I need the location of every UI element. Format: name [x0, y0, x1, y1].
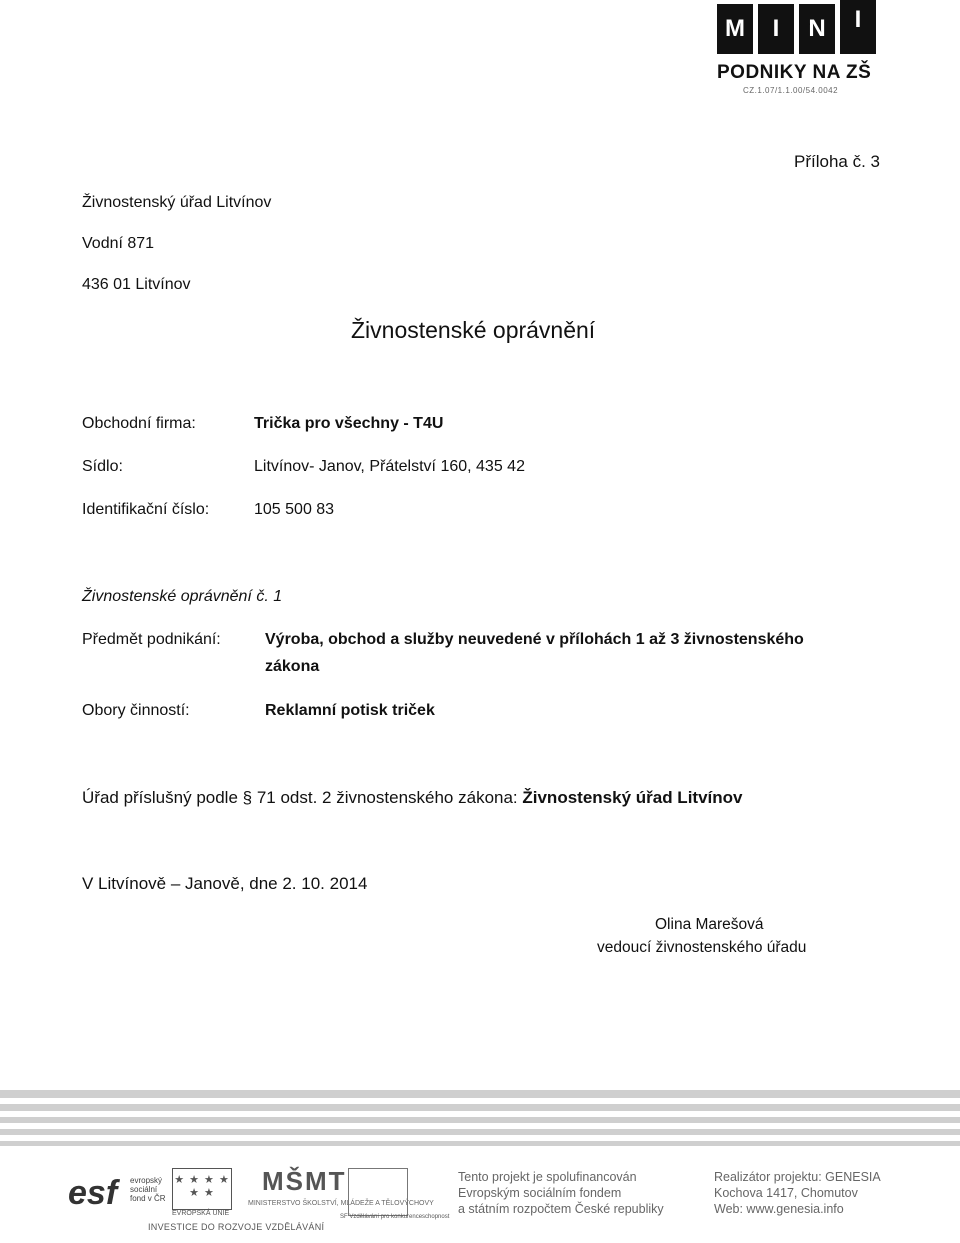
- esf-logo-text: esf: [68, 1174, 118, 1212]
- authority-text: Úřad příslušný podle § 71 odst. 2 živnostenského zákona:: [82, 788, 523, 807]
- implementer-line2: Kochova 1417, Chomutov: [714, 1186, 858, 1200]
- id-label: Identifikační číslo:: [82, 501, 210, 518]
- msmt-logo: MŠMT: [262, 1166, 347, 1196]
- invest-slogan: INVESTICE DO ROZVOJE VZDĚLÁVÁNÍ: [148, 1222, 325, 1232]
- cofinancing-line1: Tento projekt je spolufinancován: [458, 1170, 637, 1184]
- fields-value: Reklamní potisk triček: [265, 702, 435, 719]
- license-heading: Živnostenské oprávnění č. 1: [82, 588, 283, 605]
- esf-logo-caption: evropský sociální fond v ČR: [130, 1176, 166, 1203]
- eu-label: EVROPSKÁ UNIE: [172, 1210, 230, 1217]
- footer-stripe: [0, 1104, 960, 1111]
- subject-value-line2: zákona: [265, 658, 320, 675]
- firm-value: Trička pro všechny - T4U: [254, 415, 444, 432]
- implementer-line1: Realizátor projektu: GENESIA: [714, 1170, 881, 1184]
- logo-tagline: PODNIKY NA ZŠ: [717, 62, 872, 83]
- mini-podniky-logo: [717, 4, 883, 118]
- eu-stars-icon: ★ ★ ★ ★ ★ ★: [174, 1174, 230, 1199]
- implementer-line3: Web: www.genesia.info: [714, 1202, 844, 1216]
- eu-flag-icon: [172, 1168, 232, 1210]
- cofinancing-text: [458, 1169, 664, 1217]
- signatory-position: vedoucí živnostenského úřadu: [597, 939, 807, 956]
- authority-statement: [82, 788, 742, 808]
- logo-letter-i: I: [758, 4, 794, 54]
- sf-label: SF Vzdělávání pro konkurenceschopnost: [340, 1214, 450, 1220]
- sf-logo: [348, 1168, 408, 1216]
- seat-label: Sídlo:: [82, 458, 123, 475]
- footer-stripe: [0, 1129, 960, 1135]
- logo-project-code: CZ.1.07/1.1.00/54.0042: [743, 86, 839, 95]
- msmt-label: MINISTERSTVO ŠKOLSTVÍ, MLÁDEŽE A TĚLOVÝCHOVY: [248, 1200, 434, 1207]
- authority-name: Živnostenský úřad Litvínov: [522, 788, 743, 807]
- annex-label: Příloha č. 3: [794, 152, 880, 171]
- footer-stripe: [0, 1117, 960, 1123]
- footer-stripe: [0, 1090, 960, 1098]
- fields-label: Obory činností:: [82, 702, 190, 719]
- document-title: Živnostenské oprávnění: [351, 317, 596, 343]
- subject-label: Předmět podnikání:: [82, 631, 221, 648]
- addressee-line2: Vodní 871: [82, 235, 155, 252]
- implementer-text: [714, 1169, 881, 1217]
- cofinancing-line3: a státním rozpočtem České republiky: [458, 1202, 664, 1216]
- signatory-name: Olina Marešová: [655, 916, 764, 933]
- esf-logo: [68, 1170, 166, 1216]
- place-date: V Litvínově – Janově, dne 2. 10. 2014: [82, 874, 368, 893]
- cofinancing-line2: Evropským sociálním fondem: [458, 1186, 622, 1200]
- addressee-line3: 436 01 Litvínov: [82, 276, 191, 293]
- logo-letter-n: N: [799, 4, 835, 54]
- logo-letter-i-2: I: [840, 0, 876, 54]
- firm-label: Obchodní firma:: [82, 415, 196, 432]
- addressee-line1: Živnostenský úřad Litvínov: [82, 194, 272, 211]
- footer-stripe: [0, 1141, 960, 1146]
- id-value: 105 500 83: [254, 501, 335, 518]
- seat-value: Litvínov- Janov, Přátelství 160, 435 42: [254, 458, 525, 475]
- logo-letter-m: M: [717, 4, 753, 54]
- subject-value-line1: Výroba, obchod a služby neuvedené v přílohách 1 až 3 živnostenského: [265, 631, 804, 648]
